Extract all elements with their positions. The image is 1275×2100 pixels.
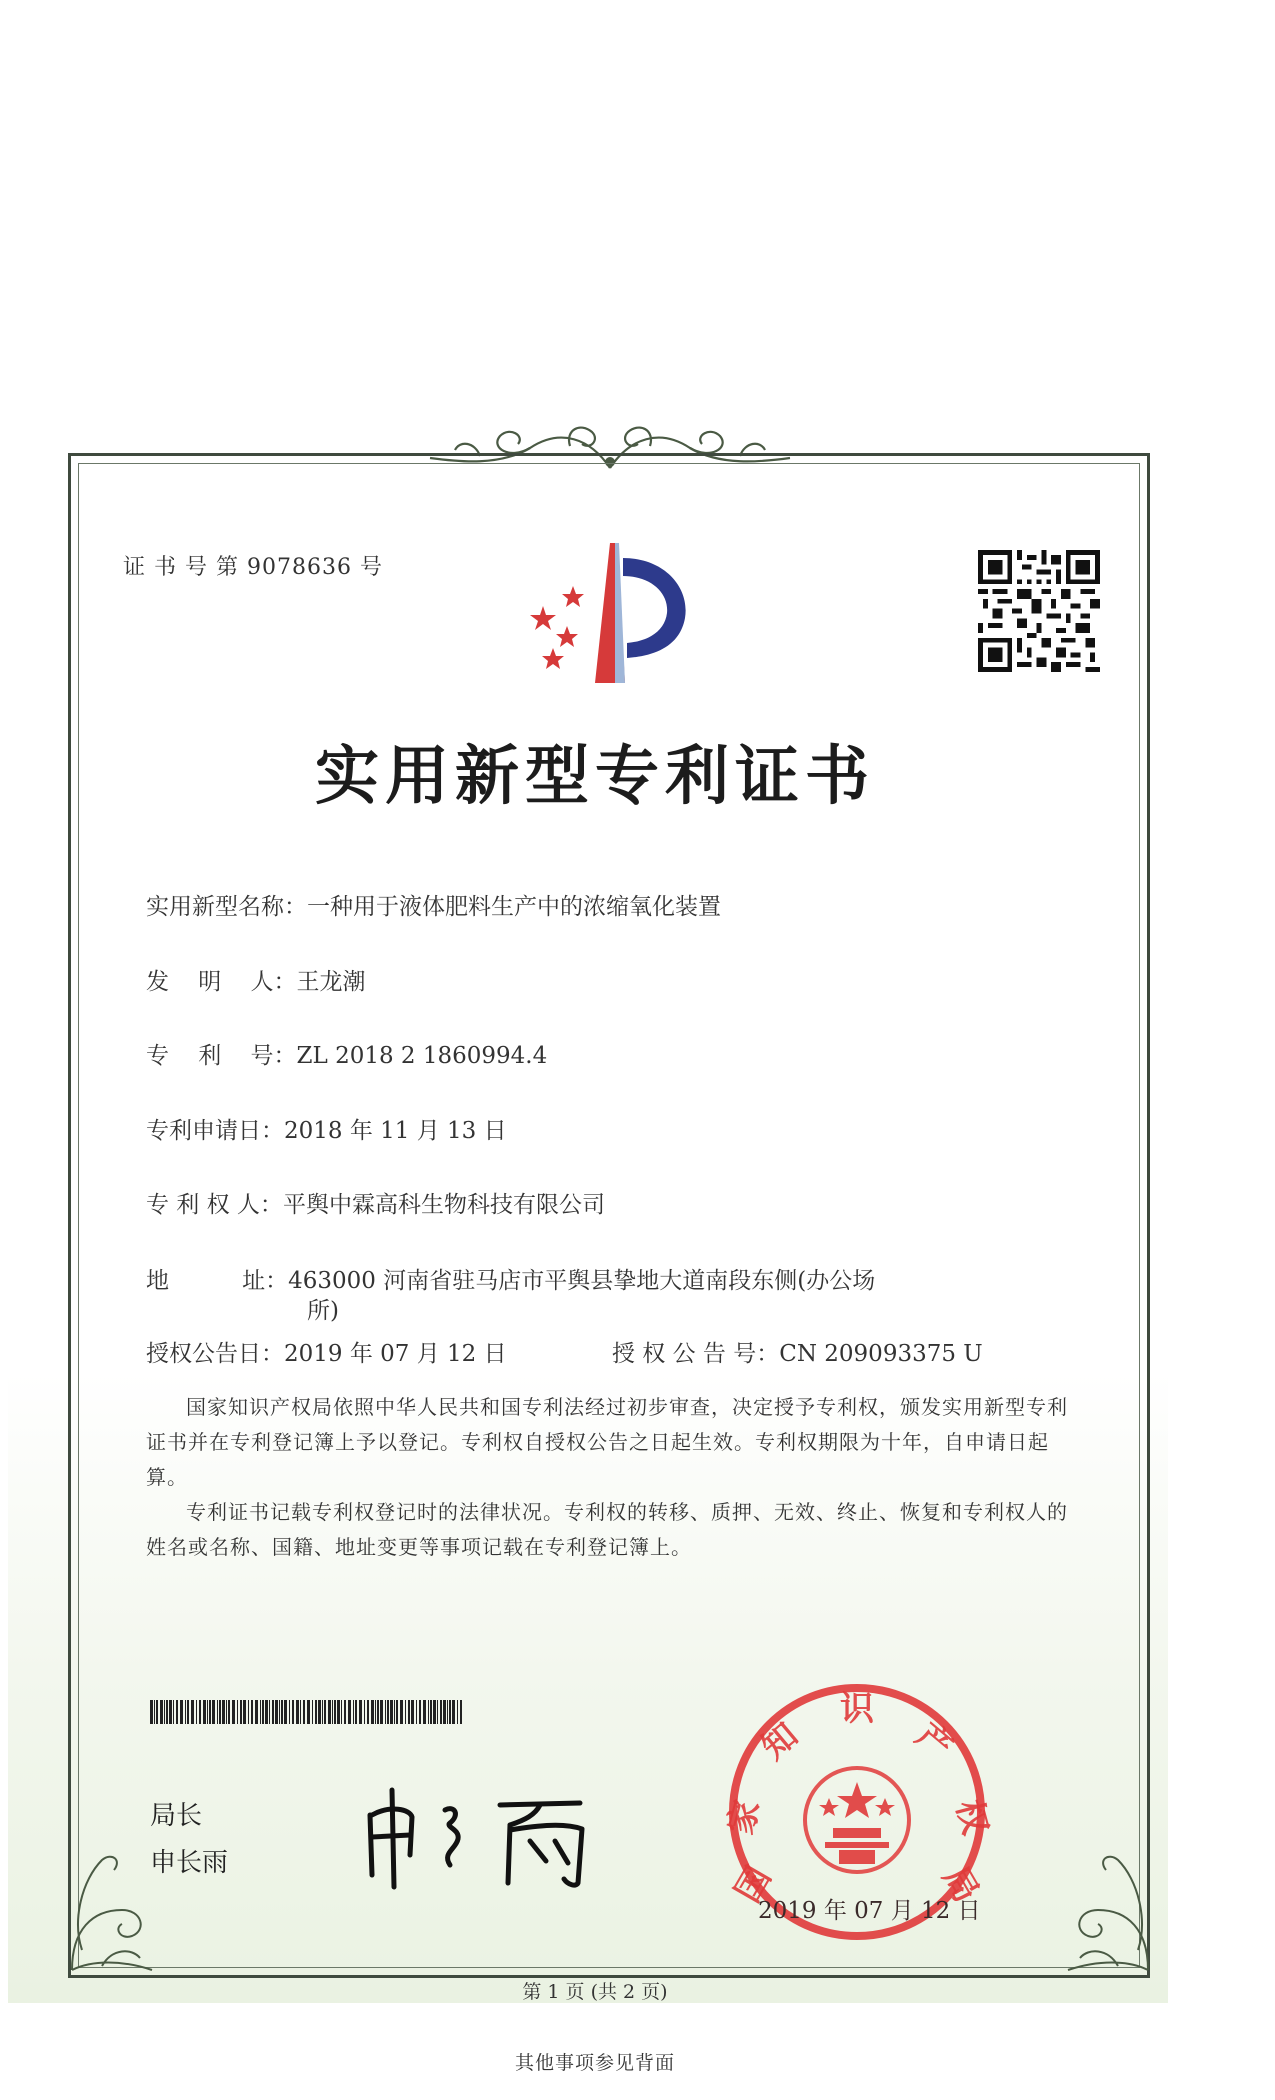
barcode-bar [423,1700,426,1724]
signatory-name: 申长雨 [150,1848,229,1878]
filing-date-label: 专利申请日： [146,1118,284,1144]
barcode-bar [185,1700,186,1724]
barcode-bar [207,1700,208,1724]
barcode-bar [341,1700,342,1724]
barcode-bar [377,1700,379,1724]
barcode-bar [156,1700,158,1724]
barcode-bar [367,1700,369,1724]
utility-model-name-row [146,888,721,921]
barcode-bar [452,1700,455,1724]
barcode-bar [279,1700,280,1724]
patentee-label: 专 利 权 人： [146,1192,283,1218]
grant-number-row [612,1335,983,1368]
barcode-bar [324,1700,326,1724]
barcode-bar [433,1700,436,1724]
barcode-bar [173,1700,174,1724]
filing-date-row [146,1112,507,1145]
filing-date-value: 2018 年 11 月 13 日 [284,1118,507,1144]
svg-text:局: 局 [934,1859,987,1910]
utility-model-name-value: 一种用于液体肥料生产中的浓缩氧化装置 [307,894,721,920]
barcode-bar [312,1700,313,1724]
barcode-bar [289,1700,290,1724]
barcode-bar [199,1700,201,1724]
barcode-bar [375,1700,376,1724]
svg-text:家: 家 [720,1795,769,1839]
barcode-bar [212,1700,215,1724]
barcode-bar [457,1700,458,1724]
svg-text:识: 识 [840,1689,874,1729]
barcode-bar [166,1700,168,1724]
grant-number-value: CN 209093375 U [779,1341,983,1367]
barcode-bar [240,1700,242,1724]
barcode-bar [243,1700,246,1724]
barcode-bar [222,1700,225,1724]
barcode-bar [255,1700,258,1724]
grant-date-value: 2019 年 07 月 12 日 [284,1341,507,1367]
barcode-bar [219,1700,221,1724]
barcode-bar [275,1700,278,1724]
barcode-bar [187,1700,189,1724]
bottom-right-ornament [1048,1840,1158,1980]
barcode-bar [411,1700,414,1724]
barcode-bar [440,1700,442,1724]
barcode-bar [348,1700,351,1724]
barcode-bar [430,1700,432,1724]
barcode-bar [232,1700,235,1724]
barcode-bar [191,1700,194,1724]
barcode-bar [355,1700,357,1724]
barcode-bar [344,1700,346,1724]
barcode-bar [265,1700,268,1724]
barcode-bar [180,1700,183,1724]
statement-paragraph-1: 国家知识产权局依照中华人民共和国专利法经过初步审查，决定授予专利权，颁发实用新型专利证书并在专利登记簿上予以登记。专利权自授权公告之日起生效。专利权期限为十年，自申请日起算。 [146,1395,1068,1489]
barcode-bar [387,1700,389,1724]
barcode-bar [228,1700,230,1724]
barcode-bar [322,1700,323,1724]
barcode-bar [203,1700,206,1724]
patent-number-label: 专 利 号： [146,1043,297,1069]
barcode-bar [292,1700,294,1724]
barcode-bar [334,1700,336,1724]
barcode-bar [160,1700,163,1724]
barcode-bar [196,1700,197,1724]
address-value-line1: 463000 河南省驻马店市平舆县挚地大道南段东侧(办公场 [288,1268,876,1294]
barcode-bar [385,1700,386,1724]
barcode-bar [449,1700,451,1724]
barcode-bar [176,1700,178,1724]
handwritten-signature [350,1775,630,1895]
svg-text:产: 产 [908,1715,960,1768]
barcode-bar [251,1700,253,1724]
statement-paragraph-2: 专利证书记载专利权登记时的法律状况。专利权的转移、质押、无效、终止、恢复和专利权人的姓名或名称、国籍、地址变更等事项记载在专利登记簿上。 [146,1500,1068,1559]
grant-date-row [146,1335,507,1368]
barcode-bar [307,1700,310,1724]
barcode-bar [217,1700,218,1724]
inventor-value: 王龙潮 [296,969,366,995]
cnipa-emblem-icon [515,538,705,688]
barcode-bar [296,1700,299,1724]
certificate-number: 证 书 号 第 9078636 号 [123,555,383,580]
barcode-bar [337,1700,340,1724]
barcode-bar [428,1700,429,1724]
barcode-bar [396,1700,398,1724]
barcode-bar [380,1700,383,1724]
barcode-bar [269,1700,270,1724]
barcode-bar [353,1700,354,1724]
barcode-bar [364,1700,365,1724]
inventor-label: 发 明 人： [146,969,297,995]
barcode-bar [300,1700,301,1724]
barcode-bar [394,1700,395,1724]
patent-number-value: ZL 2018 2 1860994.4 [296,1043,548,1069]
barcode-bar [460,1700,462,1724]
address-value-line2: 所) [307,1298,339,1324]
barcode-bar [371,1700,374,1724]
barcode-bar [237,1700,238,1724]
barcode-bar [416,1700,417,1724]
grant-number-label: 授 权 公 告 号： [612,1341,780,1367]
barcode-bar [447,1700,448,1724]
barcode-bar [405,1700,406,1724]
barcode-bar [443,1700,446,1724]
barcode-bar [328,1700,331,1724]
barcode [150,1700,462,1724]
barcode-bar [154,1700,155,1724]
barcode-bar [248,1700,249,1724]
page-number: 第 1 页 (共 2 页) [522,1981,668,2003]
svg-text:权: 权 [947,1795,996,1839]
barcode-bar [318,1700,321,1724]
certificate-title: 实用新型专利证书 [315,740,875,814]
patent-number-row [146,1037,547,1070]
barcode-bar [332,1700,333,1724]
inventor-row [146,963,366,996]
seal-date: 2019 年 07 月 12 日 [758,1898,981,1924]
address-label: 地 址： [146,1268,289,1294]
utility-model-name-label: 实用新型名称： [146,894,307,920]
barcode-bar [303,1700,305,1724]
patentee-value: 平舆中霖高科生物科技有限公司 [282,1192,605,1218]
barcode-bar [260,1700,261,1724]
grant-date-label: 授权公告日： [146,1341,284,1367]
barcode-bar [226,1700,227,1724]
barcode-bar [400,1700,403,1724]
barcode-bar [419,1700,421,1724]
barcode-bar [150,1700,153,1724]
barcode-bar [272,1700,274,1724]
footer-note: 其他事项参见背面 [514,2052,675,2074]
barcode-bar [209,1700,211,1724]
qr-code [978,550,1100,672]
svg-text:知: 知 [754,1715,806,1768]
barcode-bar [315,1700,317,1724]
barcode-bar [437,1700,438,1724]
barcode-bar [281,1700,283,1724]
patentee-row [146,1186,605,1219]
svg-text:国: 国 [727,1859,780,1910]
barcode-bar [284,1700,287,1724]
barcode-bar [408,1700,410,1724]
barcode-bar [390,1700,393,1724]
barcode-bar [169,1700,172,1724]
barcode-bar [359,1700,362,1724]
address-row [146,1262,875,1295]
signatory-role: 局长 [150,1801,203,1831]
barcode-bar [164,1700,165,1724]
barcode-bar [262,1700,264,1724]
